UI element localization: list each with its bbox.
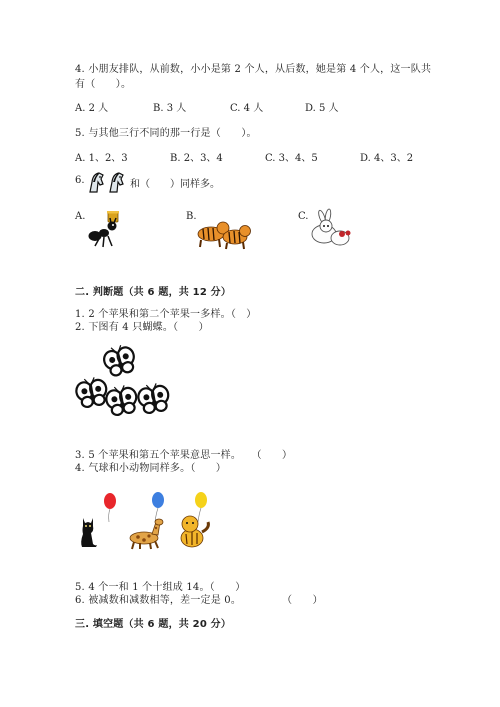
q4-option-a[interactable]: A. 2 人 bbox=[75, 103, 109, 114]
q5-option-b[interactable]: B. 2、3、4 bbox=[170, 153, 223, 164]
tiger-cub-icon bbox=[176, 512, 212, 550]
s2-item-1: 1. 2 个苹果和第二个苹果一多样。（ ） bbox=[75, 309, 257, 320]
q4-line1: 4. 小朋友排队，从前数，小小是第 2 个人，从后数，她是第 4 个人，这一队共 bbox=[75, 64, 432, 75]
q4-option-c[interactable]: C. 4 人 bbox=[230, 103, 264, 114]
butterflies-icon bbox=[78, 344, 178, 422]
s2-item-4: 4. 气球和小动物同样多。（ ） bbox=[75, 463, 227, 474]
q5-option-c[interactable]: C. 3、4、5 bbox=[265, 153, 318, 164]
q4-option-d[interactable]: D. 5 人 bbox=[305, 103, 339, 114]
section2-title: 二. 判断题（共 6 题，共 12 分） bbox=[75, 287, 232, 298]
ant-with-cup-icon bbox=[86, 210, 130, 250]
q6-option-a[interactable]: A. bbox=[75, 211, 86, 222]
horse-pair-icon bbox=[86, 170, 128, 194]
q6-prefix: 6. bbox=[75, 175, 85, 186]
q5-option-d[interactable]: D. 4、3、2 bbox=[360, 153, 414, 164]
s2-item-5: 5. 4 个一和 1 个十组成 14。（ ） bbox=[75, 582, 246, 593]
section3-title: 三. 填空题（共 6 题，共 20 分） bbox=[75, 619, 232, 630]
tigers-icon bbox=[195, 212, 251, 250]
q4-line2: 有（ ）。 bbox=[75, 79, 132, 90]
giraffe-icon bbox=[122, 516, 166, 550]
q6-option-b[interactable]: B. bbox=[186, 211, 197, 222]
rabbits-icon bbox=[308, 210, 354, 250]
s2-item-3: 3. 5 个苹果和第五个苹果意思一样。 （ ） bbox=[75, 450, 293, 461]
black-cat-icon bbox=[78, 514, 98, 548]
q6-option-c[interactable]: C. bbox=[298, 211, 309, 222]
q5-text: 5. 与其他三行不同的那一行是（ ）。 bbox=[75, 128, 257, 139]
s2-item-6: 6. 被减数和减数相等，差一定是 0。 （ ） bbox=[75, 595, 323, 606]
q6-suffix: 和（ ）同样多。 bbox=[130, 179, 220, 190]
q5-option-a[interactable]: A. 1、2、3 bbox=[75, 153, 128, 164]
q4-option-b[interactable]: B. 3 人 bbox=[153, 103, 187, 114]
s2-item-2: 2. 下图有 4 只蝴蝶。（ ） bbox=[75, 322, 209, 333]
